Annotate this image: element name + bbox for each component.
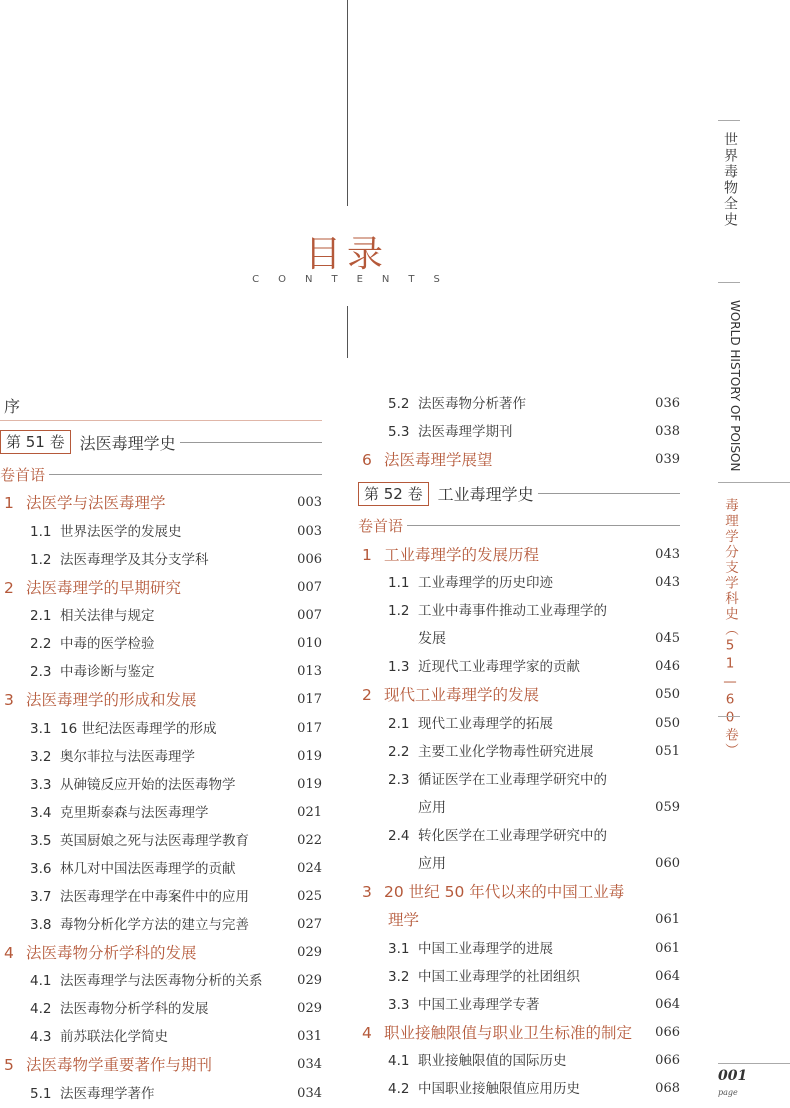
entry-page-number: 059 bbox=[655, 799, 680, 815]
top-divider-line bbox=[347, 0, 348, 206]
entry-label: 现代工业毒理学的发展 bbox=[384, 686, 540, 704]
entry-number: 2 bbox=[362, 686, 372, 704]
entry-page-number: 034 bbox=[297, 1085, 322, 1101]
entry-label: 法医学与法医毒理学 bbox=[26, 494, 166, 512]
toc-left-column bbox=[0, 394, 322, 1108]
entry-label: 发展 bbox=[418, 631, 446, 647]
toc-section-entry[interactable] bbox=[358, 906, 680, 935]
toc-section-entry[interactable] bbox=[0, 489, 322, 518]
entry-page-number: 045 bbox=[655, 631, 680, 646]
entry-page-number: 066 bbox=[655, 1053, 680, 1068]
entry-label: 理学 bbox=[388, 911, 420, 929]
toc-right-column bbox=[358, 390, 680, 1103]
toc-subsection-entry[interactable] bbox=[0, 827, 322, 855]
entry-number: 5.3 bbox=[388, 424, 410, 440]
entry-label: 法医毒理学的形成和发展 bbox=[26, 691, 197, 709]
entry-label: 中毒的医学检验 bbox=[60, 636, 155, 652]
toc-subsection-entry[interactable] bbox=[0, 1023, 322, 1051]
volume-rule bbox=[180, 442, 322, 443]
entry-number: 1.1 bbox=[30, 523, 52, 540]
entry-label: 法医毒物分析著作 bbox=[418, 396, 526, 412]
entry-number: 2.2 bbox=[388, 743, 410, 760]
entry-number: 1.1 bbox=[388, 575, 410, 591]
page-number-rule bbox=[718, 1063, 790, 1064]
entry-page-number: 019 bbox=[297, 776, 322, 792]
entry-number: 3.4 bbox=[30, 804, 52, 821]
entry-page-number: 027 bbox=[297, 916, 322, 932]
toc-subsection-entry[interactable] bbox=[358, 653, 680, 681]
side-english-title: WORLD HISTORY OF POISON bbox=[728, 300, 742, 472]
entry-page-number: 010 bbox=[297, 636, 322, 651]
toc-subsection-entry[interactable] bbox=[358, 390, 680, 418]
toc-subsection-entry[interactable] bbox=[358, 1047, 680, 1075]
entry-label: 法医毒理学展望 bbox=[384, 451, 493, 469]
entry-label: 职业接触限值的国际历史 bbox=[418, 1053, 567, 1069]
entry-page-number: 006 bbox=[297, 551, 322, 567]
toc-subsection-entry[interactable] bbox=[0, 911, 322, 939]
entry-number: 3 bbox=[4, 691, 14, 709]
toc-subsection-entry[interactable] bbox=[358, 418, 680, 446]
entry-page-number: 029 bbox=[297, 973, 322, 988]
entry-label: 中毒诊断与鉴定 bbox=[60, 664, 155, 680]
entry-page-number: 003 bbox=[297, 523, 322, 539]
entry-label: 中国工业毒理学的进展 bbox=[418, 940, 553, 957]
toc-subsection-entry[interactable] bbox=[358, 625, 680, 653]
toc-subsection-entry[interactable] bbox=[0, 518, 322, 546]
entry-page-number: 019 bbox=[297, 748, 322, 764]
toc-subsection-entry[interactable] bbox=[358, 850, 680, 878]
toc-subsection-entry[interactable] bbox=[358, 991, 680, 1019]
toc-subsection-entry[interactable] bbox=[0, 743, 322, 771]
foreword-rule bbox=[407, 525, 680, 526]
entry-label: 16 世纪法医毒理学的形成 bbox=[60, 720, 217, 737]
entry-number: 5 bbox=[4, 1056, 14, 1074]
toc-section-entry[interactable] bbox=[0, 939, 322, 968]
foreword-label: 卷首语 bbox=[0, 465, 46, 484]
entry-number: 4.1 bbox=[30, 973, 52, 989]
entry-page-number: 068 bbox=[655, 1081, 680, 1096]
toc-subsection-entry[interactable] bbox=[358, 738, 680, 766]
side-subtitle: 毒理学分支学科史（51—60卷） bbox=[722, 498, 738, 759]
entry-number: 3.8 bbox=[30, 916, 52, 933]
entry-label: 近现代工业毒理学家的贡献 bbox=[418, 659, 580, 675]
toc-section-entry[interactable] bbox=[0, 574, 322, 603]
toc-subsection-entry[interactable] bbox=[0, 799, 322, 827]
entry-page-number: 061 bbox=[655, 912, 680, 927]
foreword-entry[interactable] bbox=[0, 459, 322, 489]
foreword-entry[interactable] bbox=[358, 511, 680, 541]
side-rule bbox=[718, 482, 790, 483]
side-rule bbox=[718, 716, 740, 717]
entry-number: 2.2 bbox=[30, 636, 52, 652]
toc-subsection-entry[interactable] bbox=[0, 658, 322, 686]
toc-subsection-entry[interactable] bbox=[358, 794, 680, 822]
page-title: 目录 bbox=[304, 234, 389, 275]
entry-label: 循证医学在工业毒理学研究中的 bbox=[418, 771, 607, 788]
entry-page-number: 039 bbox=[655, 452, 680, 467]
entry-number: 3.6 bbox=[30, 860, 52, 877]
entry-page-number: 022 bbox=[297, 832, 322, 848]
entry-number: 3.1 bbox=[388, 940, 410, 957]
toc-subsection-entry[interactable] bbox=[0, 995, 322, 1023]
entry-number: 4.2 bbox=[388, 1081, 410, 1097]
entry-number: 3.2 bbox=[30, 748, 52, 765]
entry-label: 从砷镜反应开始的法医毒物学 bbox=[60, 776, 236, 793]
entry-number: 1.2 bbox=[388, 603, 410, 619]
toc-subsection-entry[interactable] bbox=[0, 771, 322, 799]
toc-entries-right bbox=[358, 541, 680, 1104]
entry-label: 应用 bbox=[418, 799, 446, 816]
entry-label: 相关法律与规定 bbox=[60, 608, 155, 624]
entry-number: 5.2 bbox=[388, 396, 410, 412]
entry-number: 3.5 bbox=[30, 832, 52, 849]
toc-subsection-entry[interactable] bbox=[358, 766, 680, 794]
entry-label: 20 世纪 50 年代以来的中国工业毒 bbox=[384, 882, 625, 901]
entry-label: 法医毒物学重要著作与期刊 bbox=[26, 1056, 213, 1074]
entry-page-number: 034 bbox=[297, 1057, 322, 1072]
volume-label: 第 51 卷 bbox=[0, 430, 71, 454]
entry-label: 英国厨娘之死与法医毒理学教育 bbox=[60, 832, 249, 849]
entry-label: 中国工业毒理学的社团组织 bbox=[418, 968, 580, 985]
entry-number: 3.2 bbox=[388, 968, 410, 985]
entry-number: 2.3 bbox=[30, 664, 52, 680]
entry-number: 3 bbox=[362, 882, 372, 901]
entry-label: 工业毒理学的历史印迹 bbox=[418, 575, 553, 591]
entry-label: 奥尔菲拉与法医毒理学 bbox=[60, 748, 195, 765]
entry-number: 1 bbox=[362, 545, 372, 564]
entry-label: 转化医学在工业毒理学研究中的 bbox=[418, 827, 607, 844]
entry-label: 中国职业接触限值应用历史 bbox=[418, 1081, 580, 1097]
entry-label: 法医毒理学及其分支学科 bbox=[60, 551, 209, 568]
entry-label: 主要工业化学物毒性研究进展 bbox=[418, 743, 594, 760]
entry-page-number: 007 bbox=[297, 579, 322, 595]
entry-number: 2.3 bbox=[388, 771, 410, 788]
entry-label: 法医毒物分析学科的发展 bbox=[26, 943, 197, 962]
toc-subsection-entry[interactable] bbox=[358, 963, 680, 991]
entry-number: 4 bbox=[362, 1023, 372, 1042]
entry-number: 3.3 bbox=[388, 996, 410, 1013]
entry-label: 中国工业毒理学专著 bbox=[418, 996, 540, 1013]
entry-page-number: 007 bbox=[297, 608, 322, 623]
entry-label: 毒物分析化学方法的建立与完善 bbox=[60, 916, 249, 933]
entry-label: 现代工业毒理学的拓展 bbox=[418, 715, 553, 732]
toc-section-entry[interactable] bbox=[358, 446, 680, 475]
entry-number: 4.1 bbox=[388, 1053, 410, 1069]
entry-page-number: 050 bbox=[655, 715, 680, 731]
toc-subsection-entry[interactable] bbox=[358, 597, 680, 625]
entry-page-number: 017 bbox=[297, 692, 322, 707]
entry-number: 2.4 bbox=[388, 827, 410, 844]
toc-subsection-entry[interactable] bbox=[358, 569, 680, 597]
entry-page-number: 029 bbox=[297, 1001, 322, 1016]
side-book-title: 世界毒物全史 bbox=[722, 132, 738, 228]
toc-section-entry[interactable] bbox=[358, 878, 680, 907]
toc-subsection-entry[interactable] bbox=[358, 822, 680, 850]
toc-section-entry[interactable] bbox=[0, 686, 322, 715]
entry-page-number: 050 bbox=[655, 687, 680, 702]
entry-number: 3.1 bbox=[30, 720, 52, 737]
toc-subsection-entry[interactable] bbox=[0, 855, 322, 883]
entry-label: 法医毒理学的早期研究 bbox=[26, 578, 182, 597]
entry-page-number: 043 bbox=[655, 546, 680, 562]
entry-label: 克里斯泰森与法医毒理学 bbox=[60, 804, 209, 821]
entry-page-number: 043 bbox=[655, 575, 680, 590]
entry-number: 2 bbox=[4, 578, 14, 597]
side-rule bbox=[718, 120, 740, 121]
toc-subsection-entry[interactable] bbox=[358, 1075, 680, 1103]
toc-subsection-entry[interactable] bbox=[0, 715, 322, 743]
foreword-rule bbox=[49, 474, 322, 475]
entry-page-number: 046 bbox=[655, 659, 680, 674]
preface-entry[interactable]: 序 bbox=[0, 394, 322, 421]
volume-title: 法医毒理学史 bbox=[79, 433, 176, 453]
entry-label: 前苏联法化学简史 bbox=[60, 1029, 168, 1045]
entry-label: 世界法医学的发展史 bbox=[60, 523, 182, 540]
toc-section-entry[interactable] bbox=[0, 1051, 322, 1080]
entry-page-number: 061 bbox=[655, 940, 680, 956]
entry-label: 法医毒物分析学科的发展 bbox=[60, 1001, 209, 1017]
entry-page-number: 038 bbox=[655, 424, 680, 439]
toc-subsection-entry[interactable] bbox=[0, 967, 322, 995]
entry-page-number: 013 bbox=[297, 664, 322, 679]
entry-number: 4.2 bbox=[30, 1001, 52, 1017]
toc-subsection-entry[interactable] bbox=[358, 935, 680, 963]
toc-subsection-entry[interactable] bbox=[0, 546, 322, 574]
entry-page-number: 060 bbox=[655, 855, 680, 871]
entry-number: 5.1 bbox=[30, 1085, 52, 1102]
entry-number: 4 bbox=[4, 943, 14, 962]
entry-page-number: 064 bbox=[655, 968, 680, 984]
entry-page-number: 017 bbox=[297, 720, 322, 736]
entry-number: 1 bbox=[4, 494, 14, 512]
toc-section-entry[interactable] bbox=[358, 541, 680, 570]
entry-number: 1.3 bbox=[388, 659, 410, 675]
volume-title: 工业毒理学史 bbox=[437, 485, 534, 504]
volume-label: 第 52 卷 bbox=[358, 482, 429, 506]
entry-number: 4.3 bbox=[30, 1029, 52, 1045]
entry-page-number: 021 bbox=[297, 804, 322, 820]
entry-label: 林几对中国法医毒理学的贡献 bbox=[60, 860, 236, 877]
bottom-divider-line bbox=[347, 306, 348, 358]
entry-label: 职业接触限值与职业卫生标准的制定 bbox=[384, 1023, 633, 1042]
entry-page-number: 066 bbox=[655, 1024, 680, 1040]
volume-52-heading[interactable] bbox=[358, 477, 680, 511]
page-word: page bbox=[718, 1088, 738, 1097]
entry-page-number: 025 bbox=[297, 888, 322, 904]
entry-number: 1.2 bbox=[30, 551, 52, 568]
entry-number: 2.1 bbox=[388, 715, 410, 732]
toc-subsection-entry[interactable] bbox=[0, 1080, 322, 1108]
entry-page-number: 003 bbox=[297, 495, 322, 510]
entry-label: 应用 bbox=[418, 855, 446, 872]
toc-subsection-entry[interactable] bbox=[0, 602, 322, 630]
entry-label: 工业毒理学的发展历程 bbox=[384, 545, 540, 564]
entry-number: 3.7 bbox=[30, 888, 52, 905]
entry-page-number: 051 bbox=[655, 743, 680, 759]
page-number: 001 bbox=[718, 1068, 748, 1084]
entry-number: 3.3 bbox=[30, 776, 52, 793]
toc-entries-right-top bbox=[358, 390, 680, 475]
entry-page-number: 064 bbox=[655, 996, 680, 1012]
volume-rule bbox=[538, 493, 680, 494]
entry-page-number: 029 bbox=[297, 944, 322, 960]
entry-page-number: 024 bbox=[297, 860, 322, 876]
entry-number: 2.1 bbox=[30, 608, 52, 624]
toc-subsection-entry[interactable] bbox=[358, 710, 680, 738]
toc-subsection-entry[interactable] bbox=[0, 630, 322, 658]
toc-section-entry[interactable] bbox=[358, 1019, 680, 1048]
page-subtitle: CONTENTS bbox=[252, 274, 459, 285]
side-rule bbox=[718, 282, 740, 283]
entry-page-number: 031 bbox=[297, 1029, 322, 1044]
volume-51-heading[interactable] bbox=[0, 425, 322, 459]
toc-section-entry[interactable] bbox=[358, 681, 680, 710]
entry-number: 6 bbox=[362, 451, 372, 469]
entry-label: 法医毒理学期刊 bbox=[418, 424, 513, 440]
entry-label: 法医毒理学著作 bbox=[60, 1085, 155, 1102]
entry-page-number: 036 bbox=[655, 396, 680, 411]
entry-label: 法医毒理学在中毒案件中的应用 bbox=[60, 888, 249, 905]
entry-label: 工业中毒事件推动工业毒理学的 bbox=[418, 603, 607, 619]
entry-label: 法医毒理学与法医毒物分析的关系 bbox=[60, 973, 263, 989]
toc-subsection-entry[interactable] bbox=[0, 883, 322, 911]
toc-entries-left bbox=[0, 489, 322, 1108]
foreword-label: 卷首语 bbox=[358, 517, 404, 535]
